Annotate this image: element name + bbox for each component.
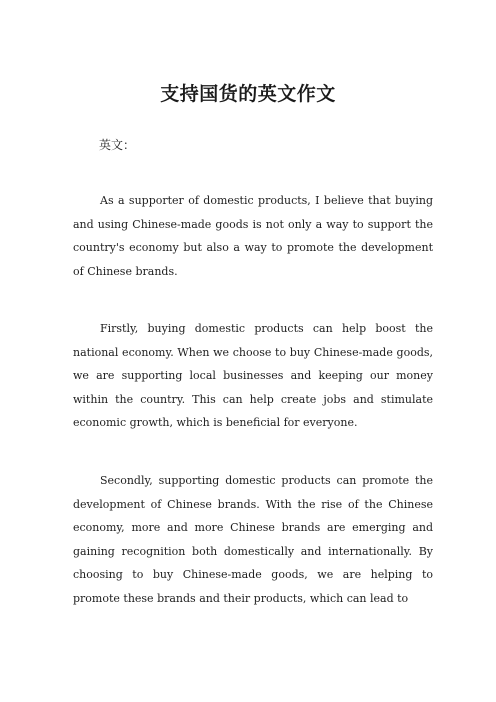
paragraph-1: As a supporter of domestic products, I believe that buying and using Chinese-made goods is not only a way to support the country's economy but also a way to promote the development of Chinese brands. xyxy=(73,194,433,278)
paragraph-2: Firstly, buying domestic products can help boost the national economy. When we choose to buy Chinese-made goods, we are supporting local businesses and keeping our money within the country. This can help create jobs and stimulate economic growth, which is beneficial for everyone. xyxy=(73,322,433,429)
paragraph-3: Secondly, supporting domestic products can promote the development of Chinese brands. With the rise of the Chinese economy, more and more Chinese brands are emerging and gaining recognition both domestically and internationally. By choosing to buy Chinese-made goods, we are helping to promote these brands and their products, which can lead to xyxy=(73,474,433,605)
document-title: 支持国货的英文作文 xyxy=(160,83,336,105)
section-label: 英文： xyxy=(99,138,136,152)
